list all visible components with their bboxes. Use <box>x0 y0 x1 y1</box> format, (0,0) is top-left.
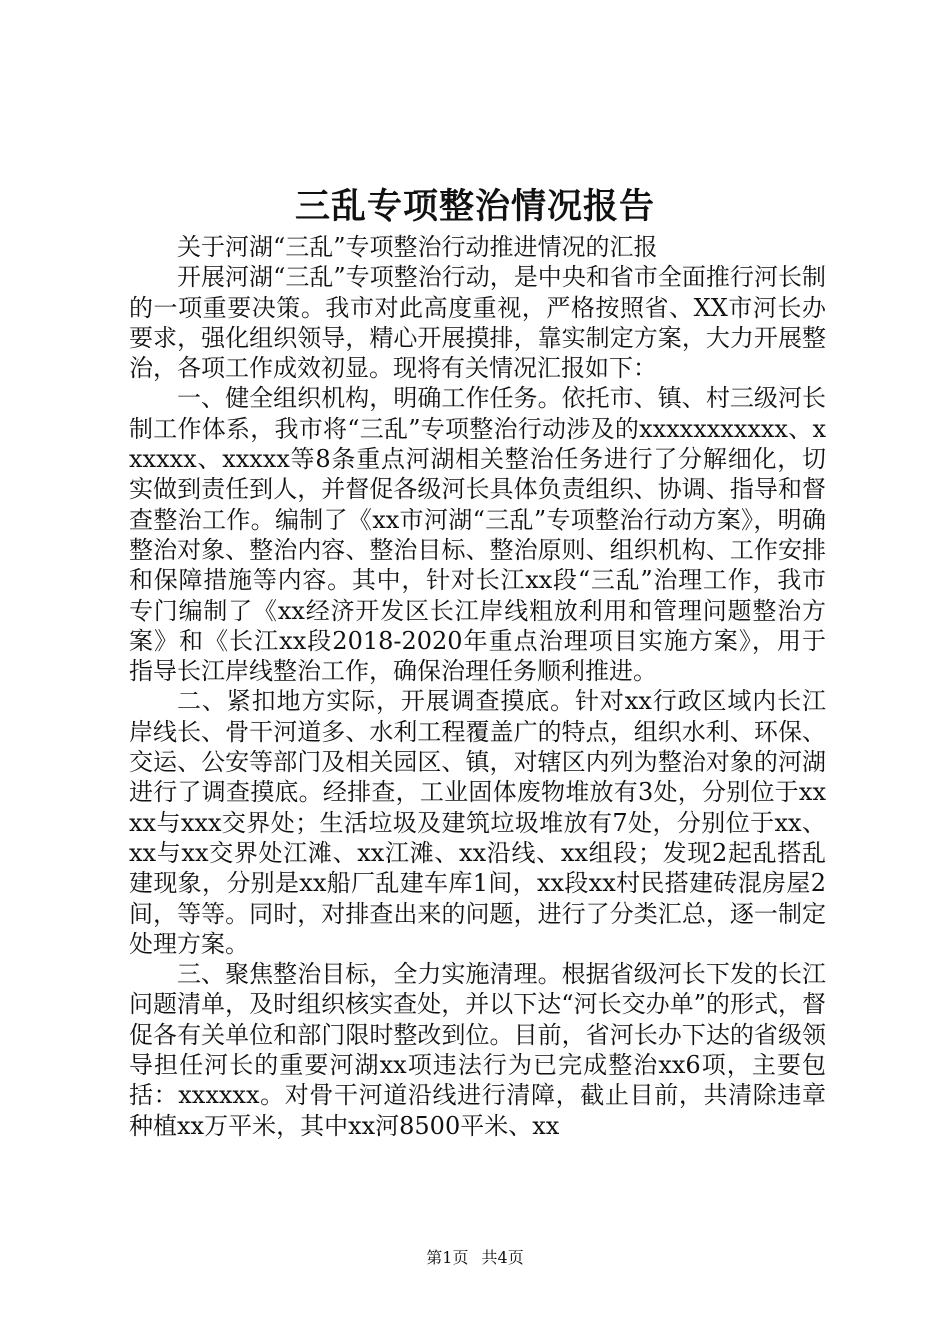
document-title: 三乱专项整治情况报告 <box>294 186 655 227</box>
page-total: 共4页 <box>481 1248 524 1267</box>
paragraph-subtitle: 关于河湖“三乱”专项整治行动推进情况的汇报 <box>177 233 658 261</box>
page-footer <box>0 1247 950 1269</box>
document-body <box>129 232 826 1141</box>
paragraph-intro: 开展河湖“三乱”专项整治行动，是中央和省市全面推行河长制的一项重要决策。我市对此高度重视，严格按照省、XX市河长办要求，强化组织领导，精心开展摸排，靠实制定方案，大力开展整治，各项工作成效初显。现将有关情况汇报如下： <box>129 263 826 383</box>
paragraph-section-3: 三、聚焦整治目标，全力实施清理。根据省级河长下发的长江问题清单，及时组织核实查处，并以下达“河长交办单”的形式，督促各有关单位和部门限时整改到位。目前，省河长办下达的省级领导担任河长的重要河湖xx项违法行为已完成整治xx6项，主要包括：xxxxxx。对骨干河道沿线进行清障，截止目前，共清除违章种植xx万平米，其中xx河8500平米、xx <box>129 960 826 1140</box>
page-number: 第1页 <box>426 1248 469 1267</box>
paragraph-section-1: 一、健全组织机构，明确工作任务。依托市、镇、村三级河长制工作体系，我市将“三乱”专项整治行动涉及的xxxxxxxxxxx、xxxxxx、xxxxx等8条重点河湖相关整治任务进行了分解细化，切实做到责任到人，并督促各级河长具体负责组织、协调、指导和督查整治工作。编制了《xx市河湖“三乱”专项整治行动方案》，明确整治对象、整治内容、整治目标、整治原则、组织机构、工作安排和保障措施等内容。其中，针对长江xx段“三乱”治理工作，我市专门编制了《xx经济开发区长江岸线粗放利用和管理问题整治方案》和《长江xx段2018-2020年重点治理项目实施方案》，用于指导长江岸线整治工作，确保治理任务顺利推进。 <box>129 384 826 686</box>
paragraph-section-2: 二、紧扣地方实际，开展调查摸底。针对xx行政区域内长江岸线长、骨干河道多、水利工程覆盖广的特点，组织水利、环保、交运、公安等部门及相关园区、镇，对辖区内列为整治对象的河湖进行了调查摸底。经排查，工业固体废物堆放有3处，分别位于xxxx与xxx交界处；生活垃圾及建筑垃圾堆放有7处，分别位于xx、xx与xx交界处江滩、xx江滩、xx沿线、xx组段；发现2起乱搭乱建现象，分别是xx船厂乱建车库1间，xx段xx村民搭建砖混房屋2间，等等。同时，对排查出来的问题，进行了分类汇总，逐一制定处理方案。 <box>129 687 826 958</box>
